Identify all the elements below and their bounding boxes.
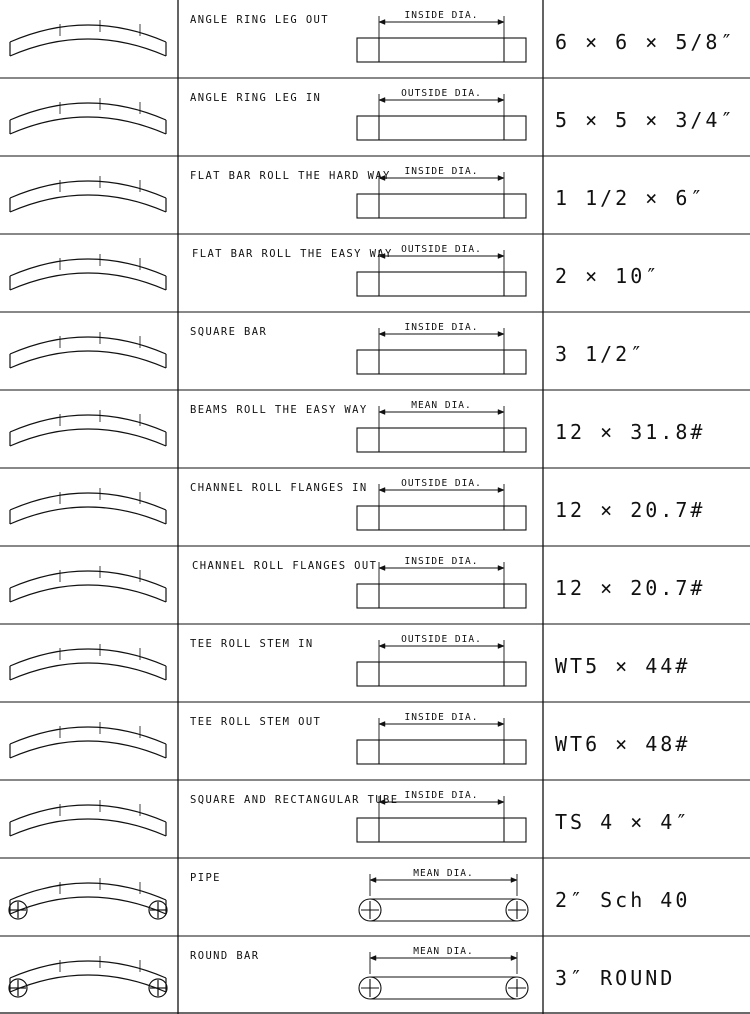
section-size: 3″ ROUND	[555, 966, 676, 990]
section-row	[0, 546, 750, 624]
dimension-label: OUTSIDE DIA.	[401, 244, 482, 255]
dimension-label: INSIDE DIA.	[404, 556, 479, 567]
dimension-label: INSIDE DIA.	[404, 790, 479, 801]
section-label: TEE ROLL STEM OUT	[190, 716, 322, 728]
section-size: TS 4 × 4″	[555, 810, 691, 834]
section-size: WT5 × 44#	[555, 654, 691, 678]
section-size: 12 × 20.7#	[555, 576, 706, 600]
section-row	[0, 780, 750, 858]
section-label: FLAT BAR ROLL THE EASY WAY	[192, 248, 393, 260]
dimension-label: OUTSIDE DIA.	[401, 88, 482, 99]
section-label: SQUARE BAR	[190, 326, 268, 338]
section-row	[0, 624, 750, 702]
dimension-label: INSIDE DIA.	[404, 712, 479, 723]
section-row	[0, 936, 750, 1014]
section-label: ANGLE RING LEG IN	[190, 92, 322, 104]
section-label: ROUND BAR	[190, 950, 260, 962]
section-size: 3 1/2″	[555, 342, 646, 366]
section-label: SQUARE AND RECTANGULAR TUBE	[190, 794, 399, 806]
section-size: WT6 × 48#	[555, 732, 691, 756]
section-size: 12 × 20.7#	[555, 498, 706, 522]
section-label: TEE ROLL STEM IN	[190, 638, 314, 650]
section-label: CHANNEL ROLL FLANGES OUT	[192, 560, 378, 572]
dimension-label: INSIDE DIA.	[404, 166, 479, 177]
section-row	[0, 858, 750, 936]
dimension-label: MEAN DIA.	[413, 868, 474, 879]
section-row	[0, 0, 750, 78]
section-label: ANGLE RING LEG OUT	[190, 14, 329, 26]
section-row	[0, 234, 750, 312]
section-size: 2″ Sch 40	[555, 888, 691, 912]
dimension-label: MEAN DIA.	[413, 946, 474, 957]
section-label: BEAMS ROLL THE EASY WAY	[190, 404, 368, 416]
dimension-label: OUTSIDE DIA.	[401, 634, 482, 645]
section-label: PIPE	[190, 872, 221, 884]
section-label: CHANNEL ROLL FLANGES IN	[190, 482, 368, 494]
dimension-label: INSIDE DIA.	[404, 322, 479, 333]
section-row	[0, 78, 750, 156]
section-row	[0, 468, 750, 546]
section-row	[0, 156, 750, 234]
section-size: 12 × 31.8#	[555, 420, 706, 444]
section-size: 6 × 6 × 5/8″	[555, 30, 736, 54]
section-size: 2 × 10″	[555, 264, 661, 288]
dimension-label: INSIDE DIA.	[404, 10, 479, 21]
section-row	[0, 312, 750, 390]
section-row	[0, 390, 750, 468]
dimension-label: MEAN DIA.	[411, 400, 472, 411]
section-size: 1 1/2 × 6″	[555, 186, 706, 210]
section-size: 5 × 5 × 3/4″	[555, 108, 736, 132]
dimension-label: OUTSIDE DIA.	[401, 478, 482, 489]
section-row	[0, 702, 750, 780]
section-label: FLAT BAR ROLL THE HARD WAY	[190, 170, 391, 182]
